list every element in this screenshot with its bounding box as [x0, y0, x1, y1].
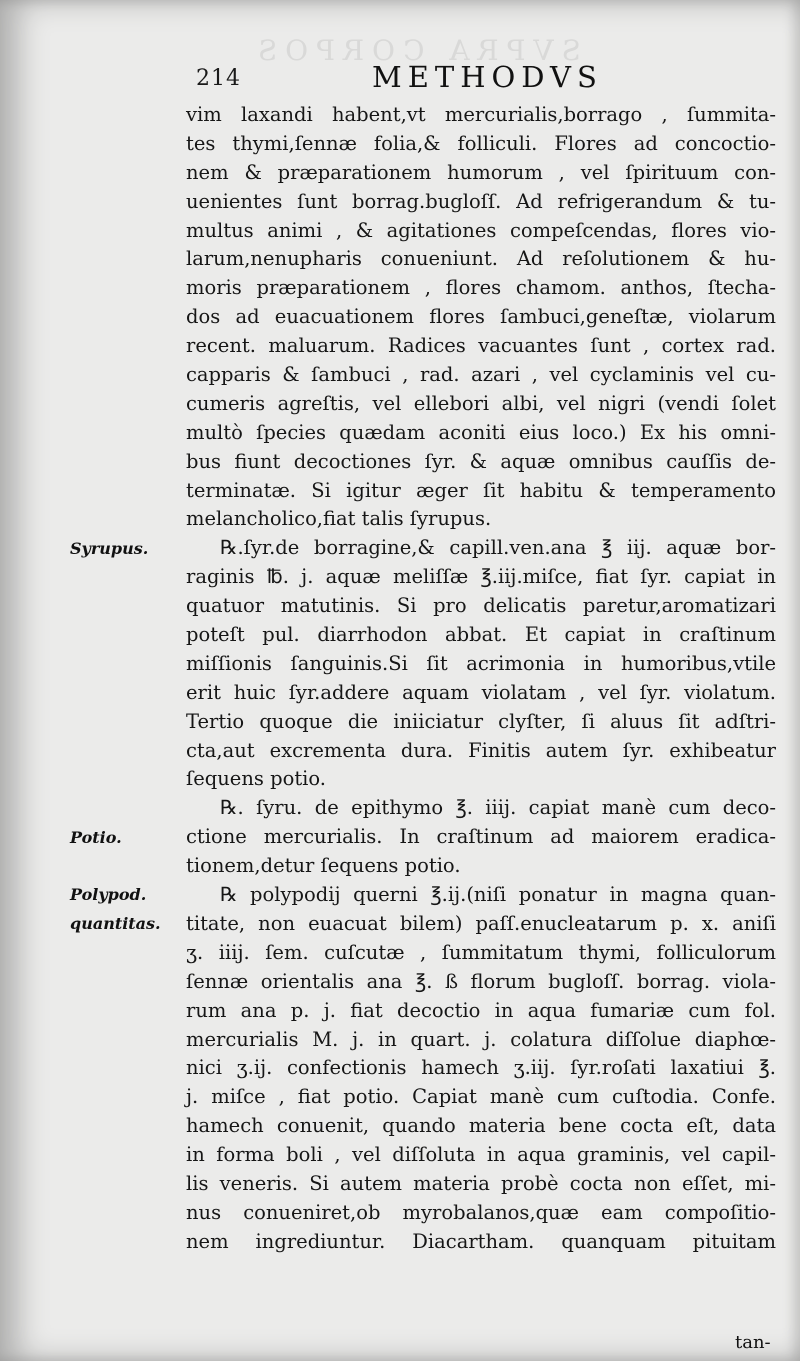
text-line: Tertio quoque die iniiciatur clyſter, ſi aluus ſit adſtri-: [186, 709, 776, 733]
text-line: ſequens potio.: [186, 767, 326, 791]
text-line: ℞ polypodij querni ℥.ij.(niſi ponatur in magna quan-: [220, 883, 776, 907]
text-line: in forma boli , vel diſſoluta in aqua graminis, vel capil-: [186, 1143, 776, 1167]
text-line: miſſionis ſanguinis.Si ſit acrimonia in humoribus,vtile: [186, 651, 776, 675]
text-line: bus fiunt decoctiones ſyr. & aquæ omnibus cauſſis de-: [186, 449, 776, 473]
text-line: nem ingrediuntur. Diacartham. quanquam pituitam: [186, 1229, 776, 1253]
text-line: cumeris agreſtis, vel ellebori albi, vel nigri (vendi ſolet: [186, 391, 776, 415]
text-line: ʒ. iiij. ſem. cuſcutæ , ſummitatum thymi, folliculorum: [186, 940, 776, 964]
text-line: titate, non euacuat bilem) paſſ.enucleatarum p. x. aniſi: [186, 911, 776, 935]
page-number: 214: [196, 66, 241, 91]
text-line: nus conueniret,ob myrobalanos,quæ eam compoſitio-: [186, 1200, 776, 1224]
text-line: multus animi , & agitationes compeſcendas, flores vio-: [186, 218, 776, 242]
margin-note: Polypod.: [70, 885, 147, 905]
running-head: METHODVS: [372, 60, 603, 94]
text-line: ℞. ſyru. de epithymo ℥. iiij. capiat manè cum deco-: [220, 796, 776, 820]
catchword: tan-: [735, 1332, 771, 1353]
text-line: rum ana p. j. fiat decoctio in aqua fumariæ cum fol.: [186, 998, 776, 1022]
text-line: vim laxandi habent,vt mercurialis,borrago , ſummita-: [186, 103, 776, 126]
text-line: uenientes ſunt borrag.bugloſſ. Ad refrigerandum & tu-: [186, 189, 776, 213]
text-line: nici ʒ.ij. confectionis hamech ʒ.iij. ſyr.roſati laxatiui ℥.: [186, 1056, 776, 1080]
text-line: capparis & ſambuci , rad. azari , vel cyclaminis vel cu-: [186, 363, 776, 387]
text-line: ℞.ſyr.de borragine,& capill.ven.ana ℥ iij. aquæ bor-: [220, 536, 776, 560]
bleed-through-text: SVPRA CORPOS: [250, 34, 581, 67]
text-line: multò ſpecies quædam aconiti eius loco.) Ex his omni-: [186, 420, 776, 444]
margin-note: Syrupus.: [70, 538, 149, 558]
text-line: nem & præparationem humorum , vel ſpirituum con-: [186, 160, 776, 184]
text-line: larum,nenupharis conueniunt. Ad reſolutionem & hu-: [186, 247, 776, 271]
text-line: tionem,detur ſequens potio.: [186, 854, 461, 878]
text-line: terminatæ. Si igitur æger ſit habitu & temperamento: [186, 478, 776, 502]
text-line: dos ad euacuationem flores ſambuci,geneſtæ, violarum: [186, 305, 776, 329]
text-line: cta,aut excrementa dura. Finitis autem ſyr. exhibeatur: [186, 738, 776, 762]
text-line: erit huic ſyr.addere aquam violatam , vel ſyr. violatum.: [186, 680, 776, 704]
margin-note: Potio.: [70, 827, 122, 847]
text-line: ctione mercurialis. In craſtinum ad maiorem eradica-: [186, 825, 776, 849]
page-header: [0, 58, 800, 98]
text-line: j. miſce , fiat potio. Capiat manè cum cuſtodia. Confe.: [186, 1085, 776, 1109]
text-line: mercurialis M. j. in quart. j. colatura diſſolue diaphœ-: [186, 1027, 776, 1051]
text-line: poteſt pul. diarrhodon abbat. Et capiat in craſtinum: [186, 623, 776, 647]
text-line: moris præparationem , flores chamom. anthos, ſtecha-: [186, 276, 776, 300]
text-line: quatuor matutinis. Si pro delicatis paretur,aromatizari: [186, 594, 776, 618]
text-line: recent. maluarum. Radices vacuantes ſunt , cortex rad.: [186, 334, 776, 358]
text-line: ſennæ orientalis ana ℥. ß florum bugloſſ. borrag. viola-: [186, 969, 776, 993]
text-line: lis veneris. Si autem materia probè cocta non eſſet, mi-: [186, 1171, 776, 1195]
text-body: [186, 101, 776, 1257]
text-line: melancholico,fiat talis ſyrupus.: [186, 507, 492, 531]
text-line: tes thymi,ſennæ folia,& folliculi. Flores ad concoctio-: [186, 131, 776, 155]
text-line: raginis ℔. j. aquæ meliſſæ ℥.iij.miſce, fiat ſyr. capiat in: [186, 565, 776, 589]
text-line: hamech conuenit, quando materia bene cocta eſt, data: [186, 1114, 776, 1138]
margin-note: quantitas.: [70, 914, 161, 934]
